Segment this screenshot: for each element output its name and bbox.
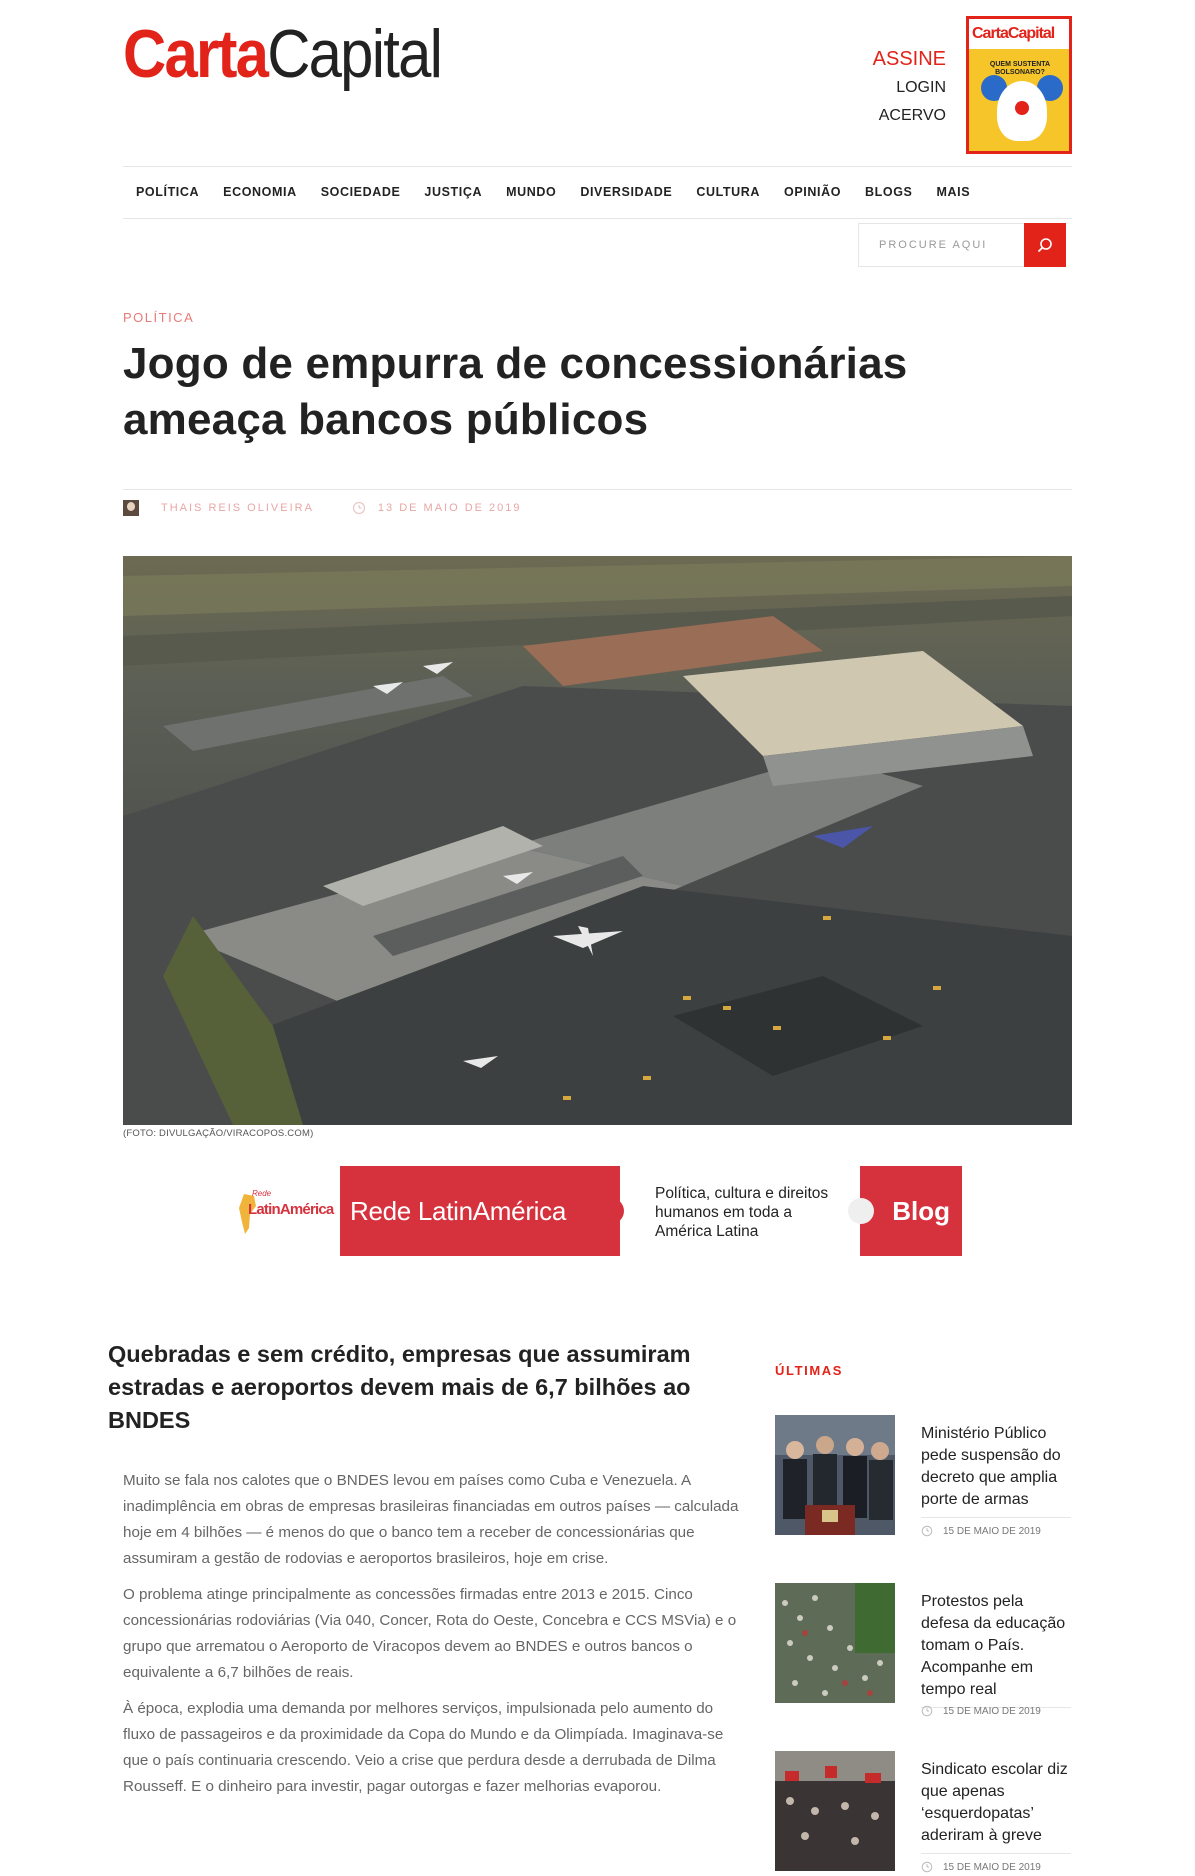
nav-item-politica[interactable]: POLÍTICA <box>136 185 200 199</box>
nav-item-mais[interactable]: MAIS <box>936 185 971 199</box>
article-meta <box>123 496 522 520</box>
assine-link[interactable]: ASSINE <box>872 48 946 70</box>
magazine-cover[interactable] <box>966 16 1072 154</box>
search-icon <box>1037 237 1053 253</box>
article-body <box>123 1468 743 1810</box>
banner-blog-label: Blog <box>860 1166 962 1256</box>
sidebar-item-title[interactable]: Ministério Público pede suspensão do decreto que amplia porte de armas <box>921 1423 1071 1518</box>
article-paragraph: O problema atinge principalmente as concessões firmadas entre 2013 e 2015. Cinco concessionárias rodoviárias (Via 040, Concer, Rota do Oeste, Concebra e CCS MSVia) e o grupo que arrematou o Aeroporto de Viracopos devem ao BNDES e outros bancos o equivalente a 6,7 bilhões de reais. <box>123 1586 737 1681</box>
article-date: 13 DE MAIO DE 2019 <box>377 502 522 514</box>
nav-item-mundo[interactable]: MUNDO <box>506 185 557 199</box>
nav-item-economia[interactable]: ECONOMIA <box>223 185 297 199</box>
sidebar-item-title[interactable]: Sindicato escolar diz que apenas ‘esquerdopatas’ aderiram à greve <box>921 1759 1071 1854</box>
author-name[interactable]: THAIS REIS OLIVEIRA <box>161 502 314 514</box>
nav-item-justica[interactable]: JUSTIÇA <box>424 185 483 199</box>
logo-capital: Capital <box>267 16 442 92</box>
meta-divider <box>123 489 1072 490</box>
article-subtitle: Quebradas e sem crédito, empresas que assumiram estradas e aeroportos devem mais de 6,7 bilhões ao BNDES <box>108 1341 691 1433</box>
latinamerica-map-icon <box>230 1184 340 1239</box>
sidebar-item-date <box>921 1705 1041 1717</box>
sidebar-thumb[interactable] <box>775 1583 895 1703</box>
sidebar-thumb[interactable] <box>775 1751 895 1871</box>
banner-title: Rede LatinAmérica <box>340 1166 620 1256</box>
article-hero-photo <box>123 556 1072 1125</box>
latinamerica-logo <box>230 1184 340 1239</box>
nav-item-opiniao[interactable]: OPINIÃO <box>784 185 842 199</box>
sidebar-date-text: 15 DE MAIO DE 2019 <box>943 1525 1041 1537</box>
airport-aerial-image <box>123 556 1072 1125</box>
clock-icon <box>921 1705 933 1717</box>
clock-icon <box>921 1525 933 1537</box>
nav-item-blogs[interactable]: BLOGS <box>865 185 913 199</box>
sidebar-item-date <box>921 1525 1041 1537</box>
protest-crowd-photo <box>775 1583 895 1703</box>
sidebar-heading: ÚLTIMAS <box>775 1363 844 1378</box>
banner-dot-left <box>598 1198 624 1224</box>
nav-item-cultura[interactable]: CULTURA <box>696 185 761 199</box>
banner-description: Política, cultura e direitos humanos em toda a América Latina <box>655 1185 829 1240</box>
main-nav <box>123 166 982 218</box>
logo-carta: Carta <box>123 16 268 92</box>
press-conference-photo <box>775 1415 895 1535</box>
sidebar-date-text: 15 DE MAIO DE 2019 <box>943 1705 1041 1717</box>
header-links <box>873 44 946 130</box>
nav-item-sociedade[interactable]: SOCIEDADE <box>320 185 401 199</box>
article-category[interactable]: POLÍTICA <box>123 310 195 325</box>
cover-headline: QUEM SUSTENTA BOLSONARO? <box>989 61 1051 76</box>
latinamerica-logo-text: LatinAmérica <box>248 1201 334 1218</box>
clock-icon <box>352 501 366 515</box>
sidebar-item-date <box>921 1861 1041 1873</box>
street-protest-photo <box>775 1751 895 1871</box>
cover-clown-nose <box>1015 101 1029 115</box>
latinamerica-logo-small: Rede <box>252 1189 272 1198</box>
photo-caption: (FOTO: DIVULGAÇÃO/VIRACOPOS.COM) <box>123 1128 314 1139</box>
login-link[interactable]: LOGIN <box>896 79 946 96</box>
sidebar-thumb[interactable] <box>775 1415 895 1535</box>
nav-bottom-divider <box>123 218 1072 219</box>
sidebar-date-text: 15 DE MAIO DE 2019 <box>943 1861 1041 1873</box>
cover-title: CartaCapital <box>969 19 1069 49</box>
article-paragraph: Muito se fala nos calotes que o BNDES levou em países como Cuba e Venezuela. A inadimplência em obras de empresas brasileiras financiadas em outros países — calculada hoje em 4 bilhões — é menos do que o banco tem a receber de concessionárias que assumiram a gestão de rodovias e aeroportos brasileiros, hoje em crise. <box>123 1472 739 1567</box>
rede-latinamerica-banner[interactable] <box>230 1166 962 1256</box>
acervo-link[interactable]: ACERVO <box>878 107 946 124</box>
search-box <box>858 223 1066 267</box>
search-button[interactable] <box>1024 223 1066 267</box>
nav-item-diversidade[interactable]: DIVERSIDADE <box>580 185 673 199</box>
author-avatar[interactable] <box>123 500 139 516</box>
article-paragraph: À época, explodia uma demanda por melhores serviços, impulsionada pelo aumento do fluxo de passageiros e da proximidade da Copa do Mundo e da Olimpíada. Imaginava-se que o país continuaria crescendo. Veio a crise que perdura desde a derrubada de Dilma Rousseff. E o dinheiro para investir, pagar outorgas e fazer melhorias evaporou. <box>123 1700 724 1795</box>
clock-icon <box>921 1861 933 1873</box>
search-input[interactable] <box>859 224 1024 266</box>
banner-dot-right <box>848 1198 874 1224</box>
article-title: Jogo de empurra de concessionárias ameaça bancos públicos <box>123 339 908 444</box>
site-logo[interactable] <box>123 14 441 94</box>
sidebar-item-title[interactable]: Protestos pela defesa da educação tomam o País. Acompanhe em tempo real <box>921 1591 1071 1708</box>
